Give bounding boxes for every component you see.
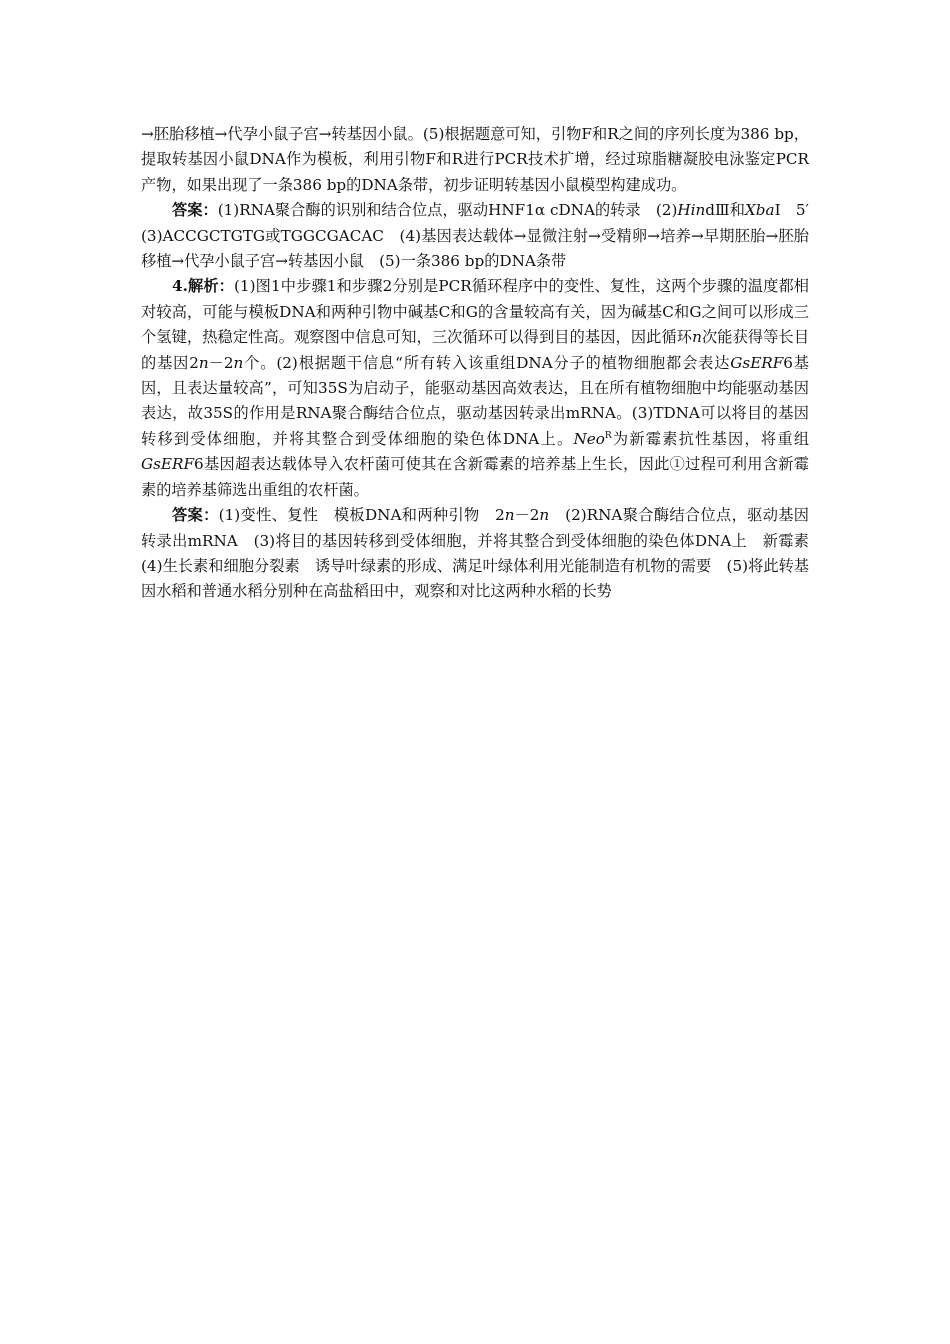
text-segment: 个。(2)根据题干信息“所有转入该重组DNA分子的植物细胞都会表达 — [243, 353, 731, 372]
paragraph-answer-4 — [141, 503, 825, 605]
text-segment: －2 — [514, 506, 540, 525]
italic-variable: n — [233, 353, 244, 372]
italic-term: Hin — [677, 201, 706, 220]
text-segment: dⅢ和 — [705, 201, 745, 220]
text-segment: 次能获得等长目的基因2 — [141, 328, 810, 372]
text-segment: (2)RNA聚合酶结合位点，驱动基因转录出mRNA (3)将目的基因转移到受体细胞，并将其整合到受体细胞的染色体DNA上 新霉素 (4)生长素和细胞分裂素 诱导叶绿素的形成、满足叶绿体利用光能制造有机物的需要 (5)将此转基因水稻和普通水稻分别种在高盐稻田中，观察和对比这两种水稻的长势 — [141, 506, 825, 601]
text-segment: 6基因超表达载体导入农杆菌可使其在含新霉素的培养基上生长，因此①过程可利用含新霉素的培养基筛选出重组的农杆菌。 — [141, 455, 809, 499]
document-body — [141, 122, 825, 605]
paragraph-explanation-continued — [141, 122, 809, 198]
italic-term: Xba — [744, 201, 775, 220]
paragraph-answer-3 — [141, 198, 825, 274]
text-segment: →胚胎移植→代孕小鼠子宫→转基因小鼠。(5)根据题意可知，引物F和R之间的序列长度为386 bp，提取转基因小鼠DNA作为模板，利用引物F和R进行PCR技术扩增，经过琼脂糖凝胶电泳鉴定PCR产物，如果出现了一条386 bp的DNA条带，初步证明转基因小鼠模型构建成功。 — [141, 125, 809, 194]
answer-label: 答案： — [172, 506, 219, 525]
italic-gene-name: GsERF — [141, 455, 194, 474]
paragraph-explanation-4 — [141, 274, 809, 503]
italic-variable: n — [198, 353, 209, 372]
text-segment: －2 — [208, 353, 234, 372]
text-segment: 6基因，且表达量较高”，可知35S为启动子，能驱动基因高效表达，且在所有植物细胞中均能驱动基因表达，故35S的作用是RNA聚合酶结合位点，驱动基因转录出mRNA。(3)TDNA可以将目的基因转移到受体细胞，并将其整合到受体细胞的染色体DNA上。 — [141, 353, 809, 448]
explanation-label: 4.解析： — [172, 277, 234, 296]
answer-label: 答案： — [172, 201, 218, 220]
italic-gene-name: Neo — [573, 429, 605, 448]
italic-gene-name: GsERF — [730, 353, 784, 372]
text-segment: 为新霉素抗性基因，将重组 — [611, 429, 810, 448]
italic-variable: n — [504, 506, 515, 525]
italic-variable: n — [539, 506, 550, 525]
italic-variable: n — [692, 328, 702, 347]
text-segment: (1)变性、复性 模板DNA和两种引物 2 — [218, 506, 505, 525]
superscript: R — [604, 430, 612, 441]
text-segment: (1)图1中步骤1和步骤2分别是PCR循环程序中的变性、复性，这两个步骤的温度都相对较高，可能与模板DNA和两种引物中碱基C和G的含量较高有关，因为碱基C和G之间可以形成三个氢键，热稳定性高。观察图中信息可知，三次循环可以得到目的基因，因此循环 — [141, 277, 809, 347]
text-segment: (1)RNA聚合酶的识别和结合位点，驱动HNF1α cDNA的转录 (2) — [217, 201, 678, 220]
text-segment: Ⅰ 5′ (3)ACCGCTGTG或TGGCGACAC (4)基因表达载体→显微注射→受精卵→培养→早期胚胎→胚胎移植→代孕小鼠子宫→转基因小鼠 (5)一条386 bp的DNA条带 — [141, 201, 825, 271]
